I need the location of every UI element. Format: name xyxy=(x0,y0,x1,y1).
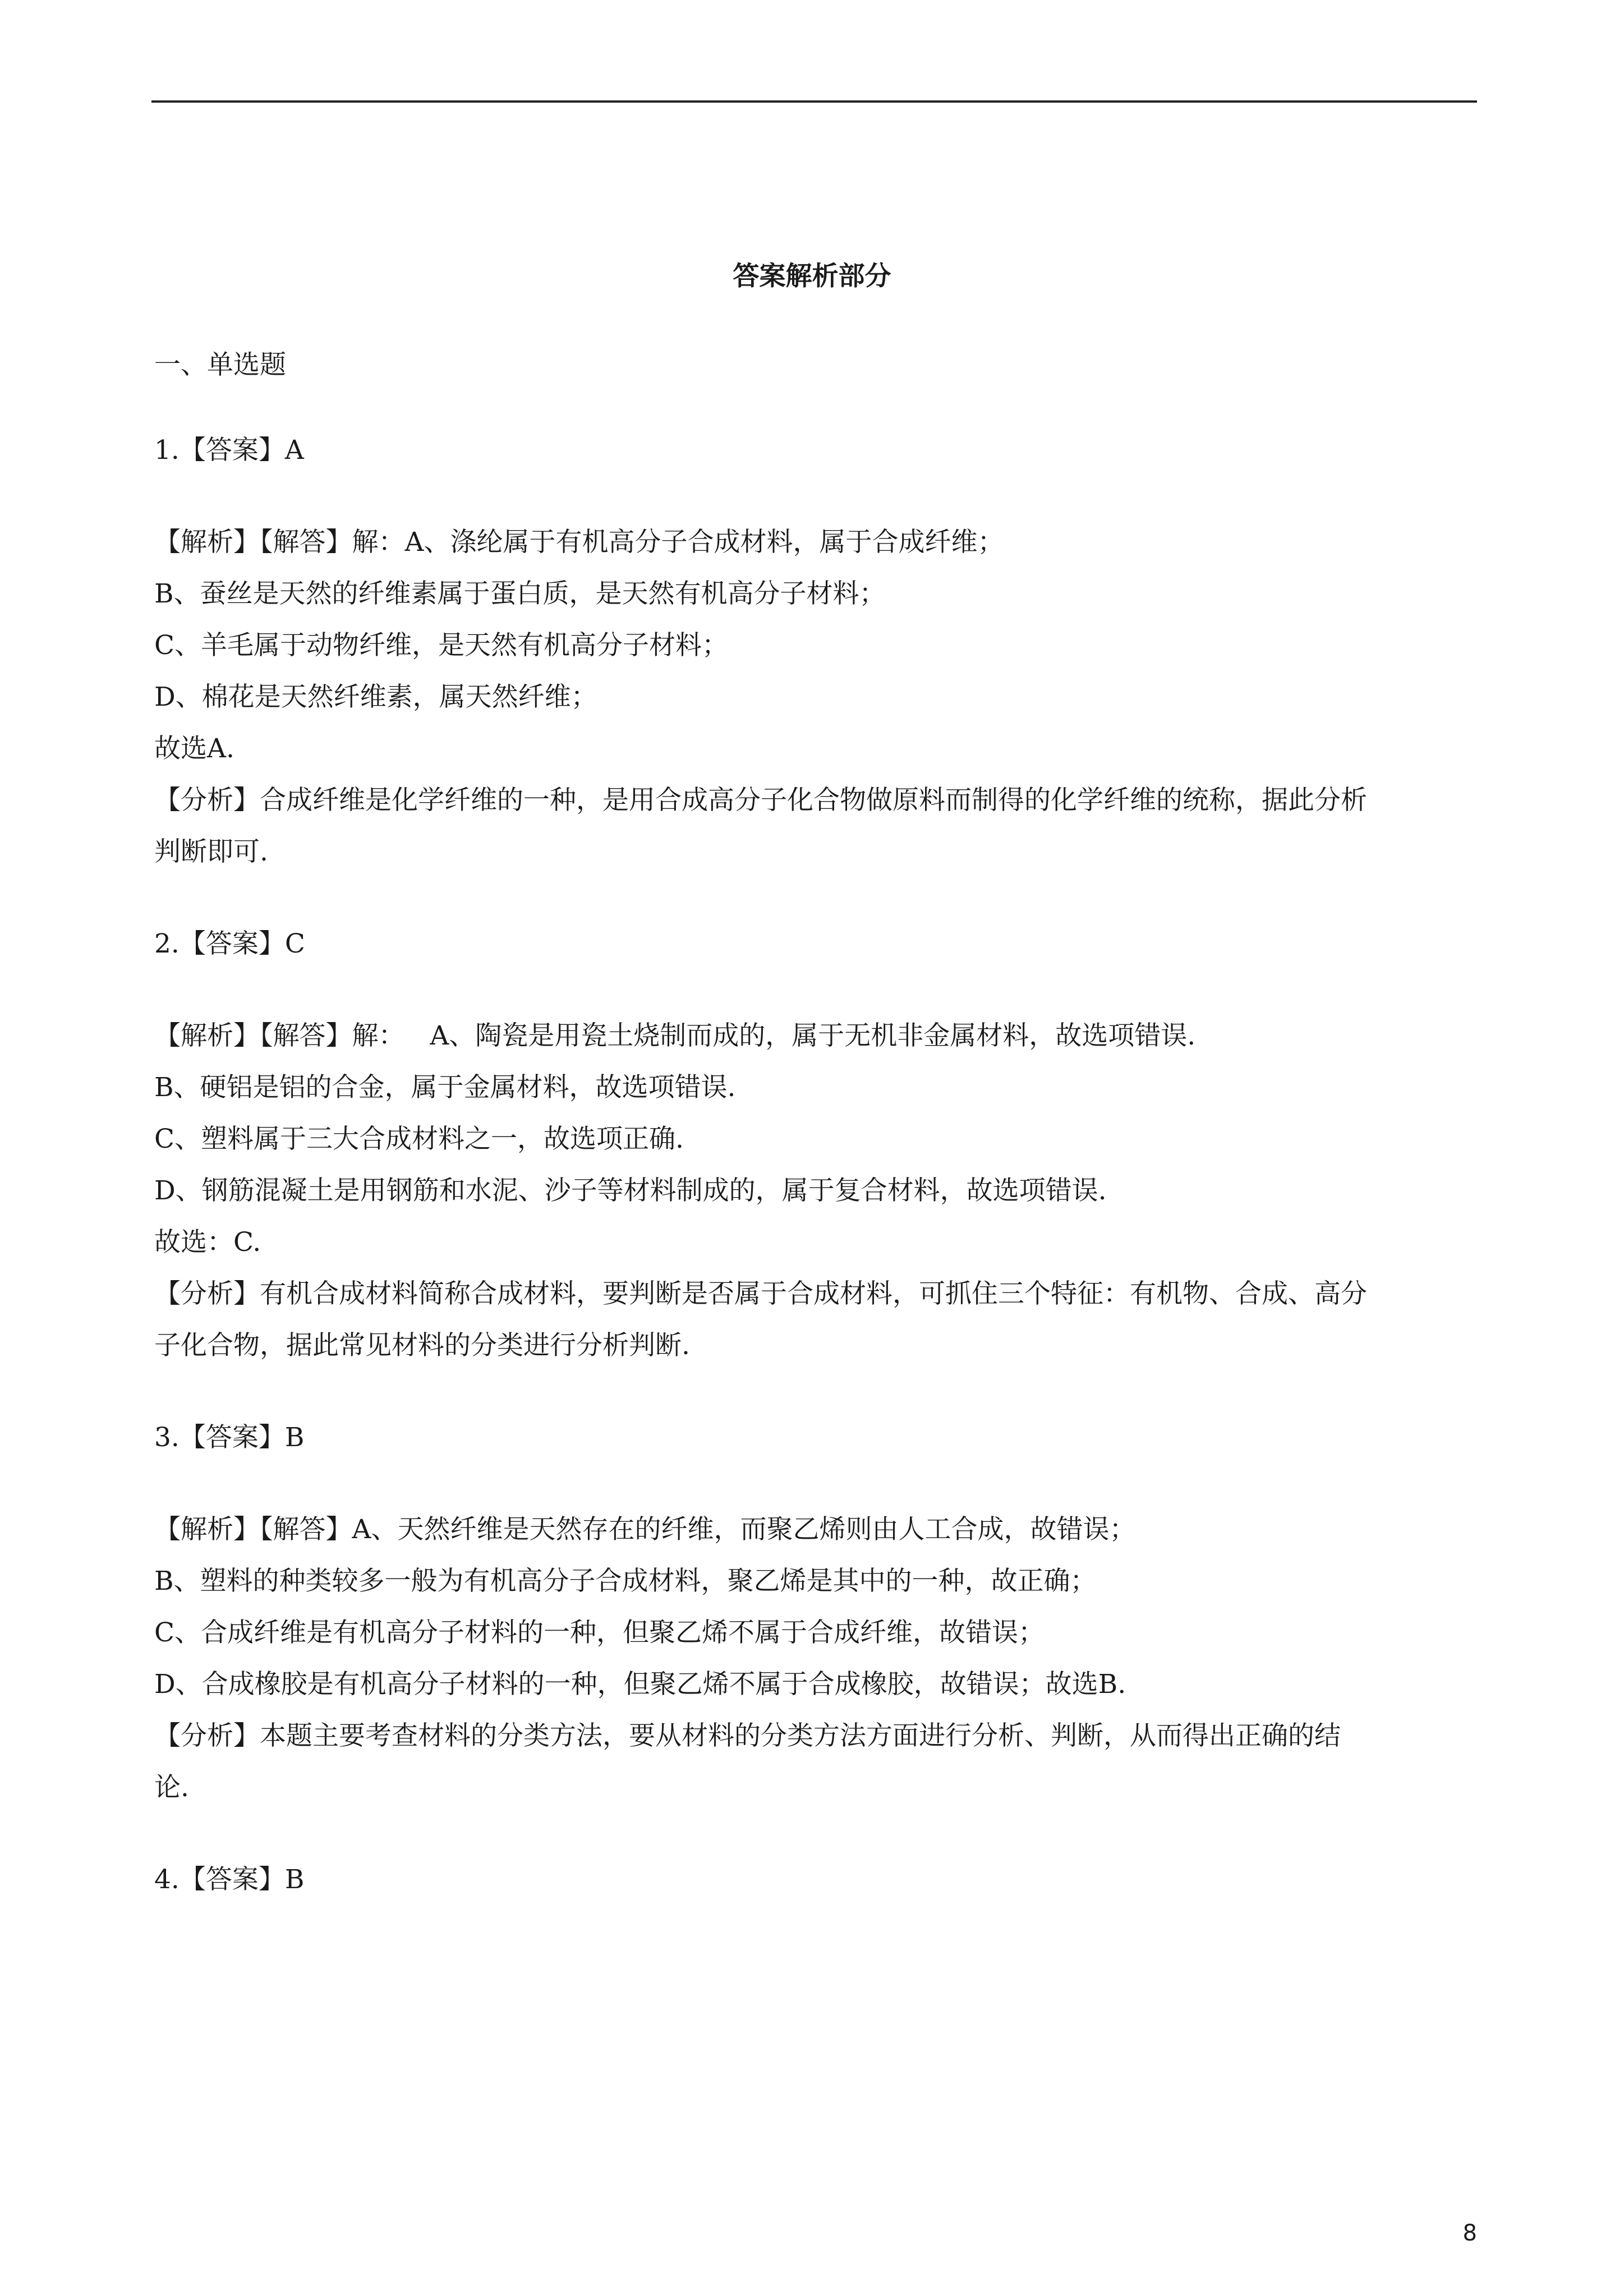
answer-line: 4.【答案】B xyxy=(154,1864,305,1895)
analysis-line: 【解析】【解答】解： A、陶瓷是用瓷土烧制而成的，属于无机非金属材料，故选项错误. xyxy=(154,1020,1196,1051)
analysis-line: C、塑料属于三大合成材料之一，故选项正确. xyxy=(154,1124,684,1154)
analysis-line: B、蚕丝是天然的纤维素属于蛋白质，是天然有机高分子材料； xyxy=(154,578,886,609)
analysis-line: 故选A. xyxy=(154,733,234,764)
analysis-line: B、塑料的种类较多一般为有机高分子合成材料，聚乙烯是其中的一种，故正确； xyxy=(154,1566,1097,1596)
answer-line: 3.【答案】B xyxy=(154,1422,305,1453)
analysis-line: 【解析】【解答】解：A、涤纶属于有机高分子合成材料，属于合成纤维； xyxy=(154,527,1004,558)
analysis-line: D、钢筋混凝土是用钢筋和水泥、沙子等材料制成的，属于复合材料，故选项错误. xyxy=(154,1175,1107,1206)
header-rule xyxy=(151,100,1477,103)
analysis-line: C、羊毛属于动物纤维，是天然有机高分子材料； xyxy=(154,630,728,661)
answer-line: 2.【答案】C xyxy=(154,928,305,959)
question-2 xyxy=(154,918,1461,1372)
analysis-line: B、硬铝是铝的合金，属于金属材料，故选项错误. xyxy=(154,1072,736,1103)
analysis-line: 故选：C. xyxy=(154,1227,261,1258)
analysis-line: 判断即可. xyxy=(154,836,268,867)
analysis-line: 【解析】【解答】A、天然纤维是天然存在的纤维，而聚乙烯则由人工合成，故错误； xyxy=(154,1514,1136,1545)
document-body xyxy=(154,339,1461,1906)
analysis-line: 【分析】有机合成材料简称合成材料，要判断是否属于合成材料，可抓住三个特征：有机物、合成、高分 xyxy=(154,1278,1367,1309)
question-3 xyxy=(154,1412,1461,1814)
analysis-line: 子化合物，据此常见材料的分类进行分析判断. xyxy=(154,1330,690,1361)
analysis-line: 论. xyxy=(154,1772,189,1803)
section-heading: 一、单选题 xyxy=(154,349,286,380)
page-number: 8 xyxy=(1462,2220,1477,2246)
analysis-line: D、合成橡胶是有机高分子材料的一种，但聚乙烯不属于合成橡胶，故错误；故选B. xyxy=(154,1669,1126,1700)
analysis-line: 【分析】合成纤维是化学纤维的一种，是用合成高分子化合物做原料而制得的化学纤维的统称，据此分析 xyxy=(154,785,1367,816)
question-4 xyxy=(154,1854,1461,1906)
analysis-line: C、合成纤维是有机高分子材料的一种，但聚乙烯不属于合成纤维，故错误； xyxy=(154,1617,1045,1648)
question-1 xyxy=(154,425,1461,878)
analysis-line: 【分析】本题主要考查材料的分类方法，要从材料的分类方法方面进行分析、判断，从而得出正确的结 xyxy=(154,1720,1341,1751)
analysis-line: D、棉花是天然纤维素，属天然纤维； xyxy=(154,682,597,712)
page-title: 答案解析部分 xyxy=(733,261,891,292)
answer-line: 1.【答案】A xyxy=(154,435,304,466)
